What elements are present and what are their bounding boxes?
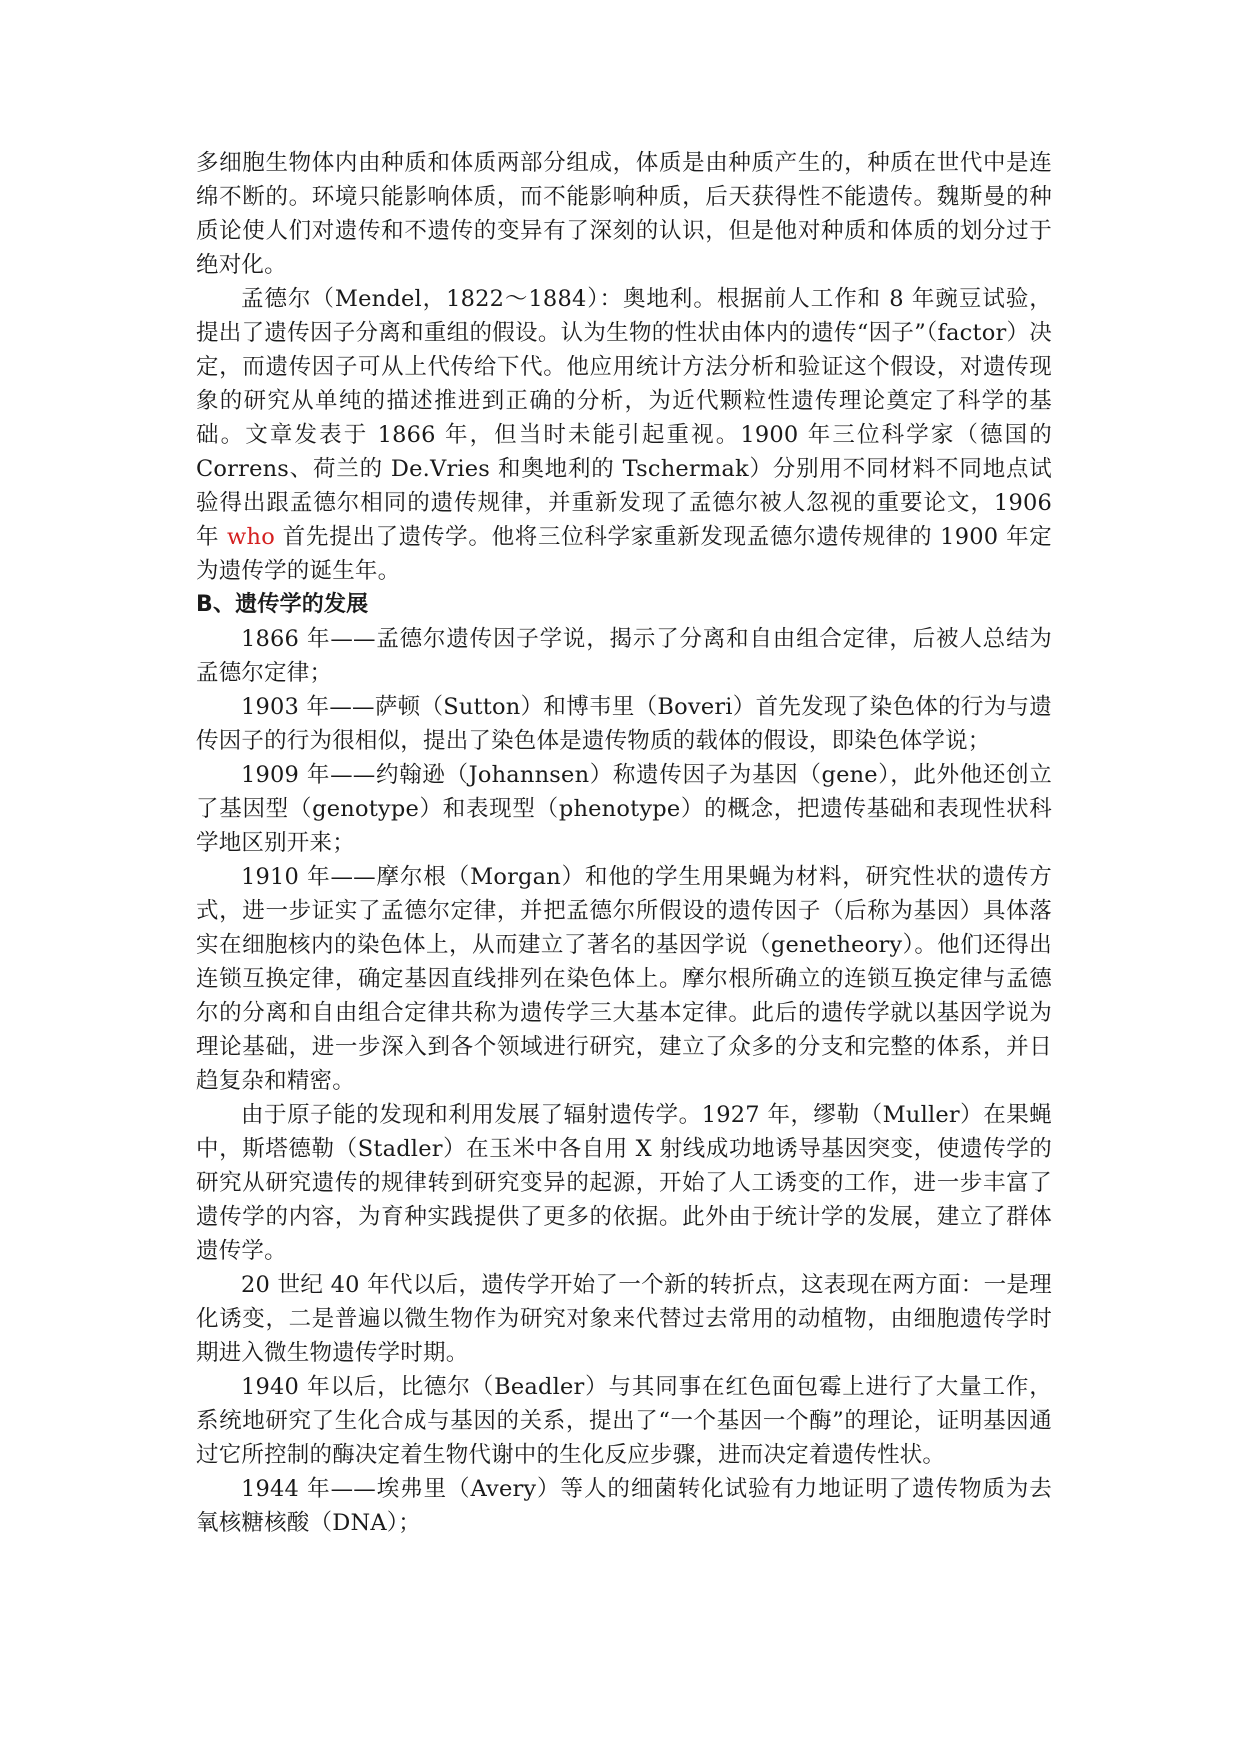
paragraph-1940s: 20 世纪 40 年代以后，遗传学开始了一个新的转折点，这表现在两方面：一是理化诱变，二是普遍以微生物作为研究对象来代替过去常用的动植物，由细胞遗传学时期进入微生物遗传学时期。 (196, 1272, 1052, 1366)
document-body (196, 146, 1052, 1540)
paragraph-1940-beadle: 1940 年以后，比德尔（Beadler）与其同事在红色面包霉上进行了大量工作，系统地研究了生化合成与基因的关系，提出了“一个基因一个酶”的理论，证明基因通过它所控制的酶决定着生物代谢中的生化反应步骤，进而决定着遗传性状。 (196, 1374, 1052, 1468)
section-heading-development: B、遗传学的发展 (196, 592, 369, 617)
paragraph-mendel-text: 孟德尔（Mendel，1822～1884）：奥地利。根据前人工作和 8 年豌豆试验，提出了遗传因子分离和重组的假设。认为生物的性状由体内的遗传“因子”（factor）决定，而遗传因子可从上代传给下代。他应用统计方法分析和验证这个假设，对遗传现象的研究从单纯的描述推进到正确的分析，为近代颗粒性遗传理论奠定了科学的基础。文章发表于 1866 年，但当时未能引起重视。1900 年三位科学家（德国的 Correns、荷兰的 De.Vries 和奥地利的 Tschermak）分别用不同材料不同地点试验得出跟孟德尔相同的遗传规律，并重新发现了孟德尔被人忽视的重要论文，1906 年 (196, 286, 1052, 550)
paragraph-mendel (196, 282, 1052, 588)
paragraph-1903: 1903 年——萨顿（Sutton）和博韦里（Boveri）首先发现了染色体的行为与遗传因子的行为很相似，提出了染色体是遗传物质的载体的假设，即染色体学说； (196, 694, 1052, 754)
highlighted-text-who: who (227, 524, 275, 550)
paragraph-1910: 1910 年——摩尔根（Morgan）和他的学生用果蝇为材料，研究性状的遗传方式，进一步证实了孟德尔定律，并把孟德尔所假设的遗传因子（后称为基因）具体落实在细胞核内的染色体上，从而建立了著名的基因学说（genetheory）。他们还得出连锁互换定律，确定基因直线排列在染色体上。摩尔根所确立的连锁互换定律与孟德尔的分离和自由组合定律共称为遗传学三大基本定律。此后的遗传学就以基因学说为理论基础，进一步深入到各个领域进行研究，建立了众多的分支和完整的体系，并日趋复杂和精密。 (196, 864, 1052, 1094)
paragraph-radiation-genetics: 由于原子能的发现和利用发展了辐射遗传学。1927 年，缪勒（Muller）在果蝇中，斯塔德勒（Stadler）在玉米中各自用 X 射线成功地诱导基因突变，使遗传学的研究从研究遗传的规律转到研究变异的起源，开始了人工诱变的工作，进一步丰富了遗传学的内容，为育种实践提供了更多的依据。此外由于统计学的发展，建立了群体遗传学。 (196, 1102, 1052, 1264)
paragraph-mendel-text-end: 首先提出了遗传学。他将三位科学家重新发现孟德尔遗传规律的 1900 年定为遗传学的诞生年。 (196, 524, 1052, 584)
paragraph-1909: 1909 年——约翰逊（Johannsen）称遗传因子为基因（gene），此外他还创立了基因型（genotype）和表现型（phenotype）的概念，把遗传基础和表现性状科学地区别开来； (196, 762, 1052, 856)
paragraph-weismann-continuation: 多细胞生物体内由种质和体质两部分组成，体质是由种质产生的，种质在世代中是连绵不断的。环境只能影响体质，而不能影响种质，后天获得性不能遗传。魏斯曼的种质论使人们对遗传和不遗传的变异有了深刻的认识，但是他对种质和体质的划分过于绝对化。 (196, 150, 1052, 278)
paragraph-1944: 1944 年——埃弗里（Avery）等人的细菌转化试验有力地证明了遗传物质为去氧核糖核酸（DNA）； (196, 1476, 1052, 1536)
paragraph-1866: 1866 年——孟德尔遗传因子学说，揭示了分离和自由组合定律，后被人总结为孟德尔定律； (196, 626, 1052, 686)
